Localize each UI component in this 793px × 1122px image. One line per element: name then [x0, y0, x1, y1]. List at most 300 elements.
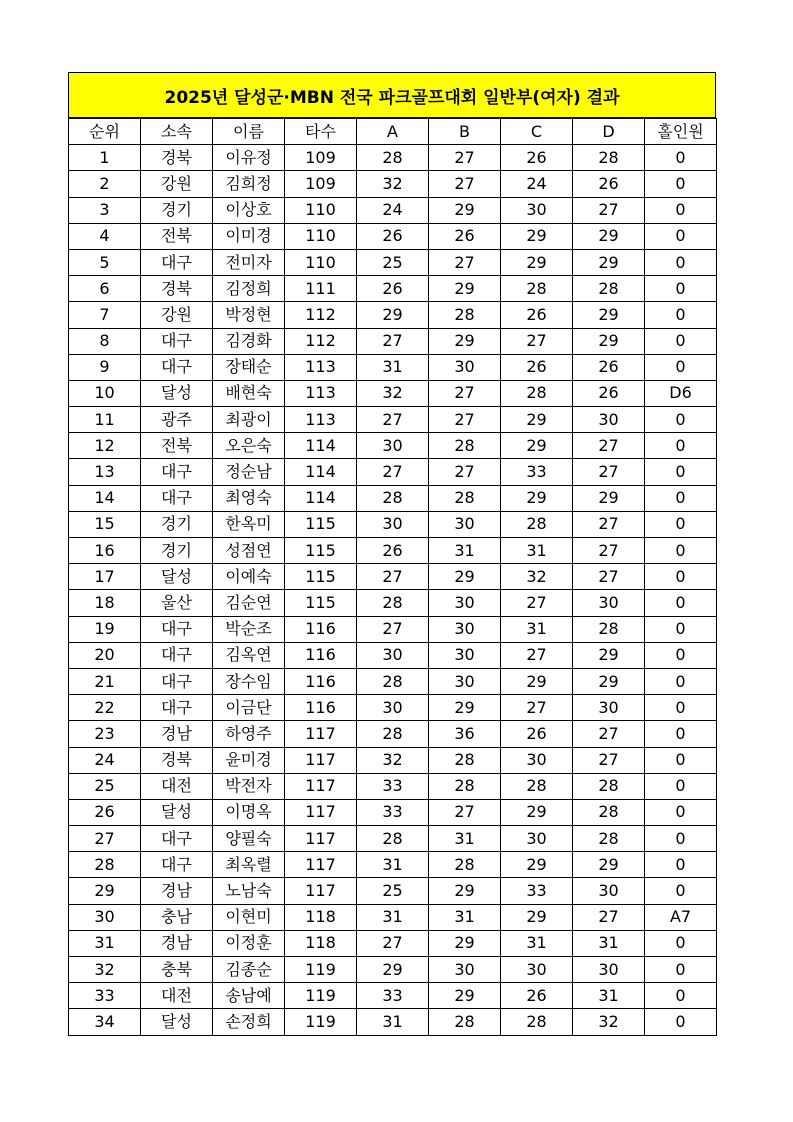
cell-affiliation: 경북: [141, 145, 213, 171]
cell-course-a: 30: [357, 433, 429, 459]
cell-course-a: 30: [357, 511, 429, 537]
cell-strokes: 112: [285, 328, 357, 354]
cell-rank: 2: [69, 171, 141, 197]
cell-course-c: 30: [501, 197, 573, 223]
cell-hole-in-one: 0: [645, 328, 717, 354]
sheet-title: 2025년 달성군·MBN 전국 파크골프대회 일반부(여자) 결과: [68, 72, 716, 118]
cell-strokes: 113: [285, 407, 357, 433]
cell-name: 하영주: [213, 721, 285, 747]
cell-hole-in-one: 0: [645, 223, 717, 249]
cell-rank: 7: [69, 302, 141, 328]
table-row: [69, 695, 717, 721]
cell-course-a: 26: [357, 276, 429, 302]
cell-course-b: 27: [429, 459, 501, 485]
cell-course-b: 30: [429, 642, 501, 668]
cell-course-b: 27: [429, 799, 501, 825]
cell-rank: 13: [69, 459, 141, 485]
table-row: [69, 852, 717, 878]
cell-course-a: 31: [357, 904, 429, 930]
cell-course-a: 28: [357, 721, 429, 747]
cell-strokes: 109: [285, 171, 357, 197]
cell-strokes: 118: [285, 930, 357, 956]
table-row: [69, 380, 717, 406]
cell-hole-in-one: 0: [645, 878, 717, 904]
cell-course-c: 28: [501, 511, 573, 537]
cell-hole-in-one: 0: [645, 616, 717, 642]
cell-strokes: 118: [285, 904, 357, 930]
cell-name: 장태순: [213, 354, 285, 380]
cell-course-b: 30: [429, 668, 501, 694]
cell-hole-in-one: 0: [645, 590, 717, 616]
cell-course-b: 27: [429, 171, 501, 197]
cell-affiliation: 강원: [141, 171, 213, 197]
cell-rank: 1: [69, 145, 141, 171]
cell-course-a: 27: [357, 459, 429, 485]
table-row: [69, 171, 717, 197]
cell-course-b: 29: [429, 878, 501, 904]
cell-strokes: 115: [285, 590, 357, 616]
cell-course-c: 30: [501, 957, 573, 983]
cell-course-b: 31: [429, 826, 501, 852]
cell-course-d: 28: [573, 276, 645, 302]
cell-rank: 14: [69, 485, 141, 511]
table-row: [69, 904, 717, 930]
cell-name: 배현숙: [213, 380, 285, 406]
cell-course-d: 26: [573, 354, 645, 380]
cell-course-d: 29: [573, 249, 645, 275]
cell-name: 김희정: [213, 171, 285, 197]
cell-affiliation: 대구: [141, 668, 213, 694]
cell-affiliation: 경기: [141, 197, 213, 223]
cell-affiliation: 대전: [141, 773, 213, 799]
cell-hole-in-one: 0: [645, 1009, 717, 1035]
table-row: [69, 747, 717, 773]
cell-course-b: 28: [429, 747, 501, 773]
cell-hole-in-one: 0: [645, 249, 717, 275]
cell-strokes: 117: [285, 826, 357, 852]
cell-course-c: 30: [501, 826, 573, 852]
cell-name: 이금단: [213, 695, 285, 721]
cell-hole-in-one: 0: [645, 459, 717, 485]
table-row: [69, 249, 717, 275]
cell-course-c: 26: [501, 145, 573, 171]
cell-course-c: 26: [501, 354, 573, 380]
cell-course-c: 29: [501, 433, 573, 459]
cell-course-a: 33: [357, 983, 429, 1009]
cell-course-c: 33: [501, 459, 573, 485]
cell-course-a: 25: [357, 249, 429, 275]
table-row: [69, 145, 717, 171]
cell-course-d: 27: [573, 511, 645, 537]
cell-course-b: 29: [429, 983, 501, 1009]
cell-affiliation: 달성: [141, 1009, 213, 1035]
cell-course-d: 29: [573, 485, 645, 511]
cell-course-a: 27: [357, 616, 429, 642]
cell-strokes: 117: [285, 878, 357, 904]
cell-course-d: 29: [573, 302, 645, 328]
cell-strokes: 114: [285, 459, 357, 485]
cell-course-d: 29: [573, 668, 645, 694]
column-header-course-d: D: [573, 119, 645, 145]
cell-course-c: 27: [501, 695, 573, 721]
cell-strokes: 117: [285, 721, 357, 747]
cell-course-d: 27: [573, 538, 645, 564]
cell-name: 송남예: [213, 983, 285, 1009]
cell-affiliation: 대구: [141, 328, 213, 354]
cell-strokes: 116: [285, 695, 357, 721]
column-header-course-c: C: [501, 119, 573, 145]
cell-rank: 27: [69, 826, 141, 852]
cell-course-d: 26: [573, 380, 645, 406]
cell-affiliation: 경북: [141, 276, 213, 302]
table-row: [69, 642, 717, 668]
cell-rank: 11: [69, 407, 141, 433]
cell-course-a: 28: [357, 826, 429, 852]
cell-course-a: 28: [357, 485, 429, 511]
cell-rank: 4: [69, 223, 141, 249]
cell-rank: 28: [69, 852, 141, 878]
cell-course-d: 28: [573, 145, 645, 171]
cell-course-a: 30: [357, 642, 429, 668]
cell-affiliation: 경기: [141, 538, 213, 564]
table-row: [69, 668, 717, 694]
cell-course-d: 26: [573, 171, 645, 197]
cell-course-d: 30: [573, 878, 645, 904]
cell-course-a: 32: [357, 171, 429, 197]
cell-rank: 17: [69, 564, 141, 590]
cell-course-c: 29: [501, 485, 573, 511]
table-row: [69, 878, 717, 904]
cell-course-b: 36: [429, 721, 501, 747]
table-row: [69, 407, 717, 433]
cell-rank: 15: [69, 511, 141, 537]
cell-name: 이상호: [213, 197, 285, 223]
cell-name: 정순남: [213, 459, 285, 485]
cell-name: 김경화: [213, 328, 285, 354]
cell-hole-in-one: 0: [645, 538, 717, 564]
cell-hole-in-one: 0: [645, 433, 717, 459]
cell-course-b: 28: [429, 1009, 501, 1035]
cell-course-b: 26: [429, 223, 501, 249]
cell-course-a: 33: [357, 799, 429, 825]
cell-strokes: 110: [285, 197, 357, 223]
cell-hole-in-one: 0: [645, 773, 717, 799]
cell-name: 이현미: [213, 904, 285, 930]
cell-course-d: 30: [573, 957, 645, 983]
cell-name: 이명옥: [213, 799, 285, 825]
cell-course-a: 26: [357, 538, 429, 564]
cell-hole-in-one: 0: [645, 695, 717, 721]
cell-course-b: 31: [429, 538, 501, 564]
cell-course-d: 27: [573, 433, 645, 459]
cell-course-b: 29: [429, 695, 501, 721]
table-row: [69, 721, 717, 747]
cell-rank: 32: [69, 957, 141, 983]
cell-hole-in-one: 0: [645, 485, 717, 511]
cell-hole-in-one: D6: [645, 380, 717, 406]
table-row: [69, 328, 717, 354]
cell-course-a: 28: [357, 668, 429, 694]
cell-course-c: 29: [501, 799, 573, 825]
cell-course-c: 29: [501, 223, 573, 249]
cell-hole-in-one: 0: [645, 930, 717, 956]
cell-strokes: 114: [285, 433, 357, 459]
cell-course-d: 27: [573, 747, 645, 773]
results-table: [68, 118, 717, 1036]
cell-rank: 22: [69, 695, 141, 721]
cell-affiliation: 대구: [141, 642, 213, 668]
cell-hole-in-one: 0: [645, 407, 717, 433]
cell-course-d: 27: [573, 904, 645, 930]
table-row: [69, 773, 717, 799]
cell-hole-in-one: 0: [645, 747, 717, 773]
cell-affiliation: 대구: [141, 695, 213, 721]
cell-course-c: 32: [501, 564, 573, 590]
cell-course-c: 28: [501, 773, 573, 799]
table-row: [69, 930, 717, 956]
table-row: [69, 799, 717, 825]
cell-course-d: 28: [573, 616, 645, 642]
cell-course-b: 29: [429, 930, 501, 956]
cell-name: 한옥미: [213, 511, 285, 537]
cell-strokes: 119: [285, 1009, 357, 1035]
cell-course-d: 30: [573, 407, 645, 433]
cell-course-a: 28: [357, 590, 429, 616]
cell-course-a: 26: [357, 223, 429, 249]
cell-affiliation: 경남: [141, 930, 213, 956]
cell-course-d: 29: [573, 852, 645, 878]
cell-hole-in-one: 0: [645, 276, 717, 302]
cell-course-a: 31: [357, 852, 429, 878]
cell-course-a: 32: [357, 747, 429, 773]
cell-strokes: 110: [285, 249, 357, 275]
cell-rank: 24: [69, 747, 141, 773]
cell-course-b: 28: [429, 485, 501, 511]
cell-affiliation: 대구: [141, 459, 213, 485]
cell-course-c: 26: [501, 302, 573, 328]
cell-course-b: 29: [429, 564, 501, 590]
cell-course-d: 29: [573, 328, 645, 354]
cell-course-a: 30: [357, 695, 429, 721]
cell-rank: 30: [69, 904, 141, 930]
cell-course-c: 28: [501, 276, 573, 302]
cell-hole-in-one: 0: [645, 564, 717, 590]
cell-affiliation: 대구: [141, 826, 213, 852]
cell-name: 윤미경: [213, 747, 285, 773]
cell-course-b: 27: [429, 380, 501, 406]
cell-name: 김종순: [213, 957, 285, 983]
cell-affiliation: 달성: [141, 564, 213, 590]
cell-course-b: 29: [429, 276, 501, 302]
cell-course-d: 28: [573, 799, 645, 825]
cell-course-b: 31: [429, 904, 501, 930]
cell-name: 양필숙: [213, 826, 285, 852]
cell-course-c: 26: [501, 721, 573, 747]
cell-course-d: 27: [573, 197, 645, 223]
table-row: [69, 538, 717, 564]
cell-rank: 5: [69, 249, 141, 275]
cell-course-c: 33: [501, 878, 573, 904]
column-header-affiliation: 소속: [141, 119, 213, 145]
cell-strokes: 116: [285, 616, 357, 642]
cell-course-a: 29: [357, 957, 429, 983]
cell-strokes: 117: [285, 773, 357, 799]
table-row: [69, 826, 717, 852]
column-header-course-a: A: [357, 119, 429, 145]
cell-course-c: 29: [501, 852, 573, 878]
cell-rank: 9: [69, 354, 141, 380]
cell-strokes: 116: [285, 668, 357, 694]
cell-course-d: 30: [573, 590, 645, 616]
cell-strokes: 116: [285, 642, 357, 668]
table-row: [69, 983, 717, 1009]
cell-course-a: 27: [357, 564, 429, 590]
cell-name: 박전자: [213, 773, 285, 799]
cell-course-b: 28: [429, 852, 501, 878]
cell-affiliation: 경남: [141, 721, 213, 747]
cell-rank: 3: [69, 197, 141, 223]
cell-course-d: 31: [573, 930, 645, 956]
cell-affiliation: 울산: [141, 590, 213, 616]
cell-strokes: 115: [285, 511, 357, 537]
cell-course-c: 31: [501, 616, 573, 642]
cell-name: 전미자: [213, 249, 285, 275]
cell-course-a: 29: [357, 302, 429, 328]
cell-course-d: 29: [573, 223, 645, 249]
column-header-name: 이름: [213, 119, 285, 145]
cell-rank: 25: [69, 773, 141, 799]
cell-course-d: 29: [573, 642, 645, 668]
table-row: [69, 1009, 717, 1035]
cell-affiliation: 대전: [141, 983, 213, 1009]
cell-strokes: 111: [285, 276, 357, 302]
cell-course-c: 31: [501, 538, 573, 564]
cell-rank: 19: [69, 616, 141, 642]
column-header-course-b: B: [429, 119, 501, 145]
cell-course-b: 29: [429, 197, 501, 223]
results-sheet: [68, 72, 716, 1036]
header-row: [69, 119, 717, 145]
cell-rank: 31: [69, 930, 141, 956]
cell-course-b: 29: [429, 328, 501, 354]
cell-name: 손정희: [213, 1009, 285, 1035]
cell-affiliation: 충남: [141, 904, 213, 930]
cell-course-c: 28: [501, 380, 573, 406]
cell-hole-in-one: 0: [645, 197, 717, 223]
cell-course-d: 28: [573, 826, 645, 852]
cell-course-d: 27: [573, 459, 645, 485]
cell-hole-in-one: 0: [645, 799, 717, 825]
cell-strokes: 115: [285, 564, 357, 590]
cell-course-b: 30: [429, 616, 501, 642]
cell-course-b: 27: [429, 249, 501, 275]
table-row: [69, 302, 717, 328]
cell-course-a: 31: [357, 354, 429, 380]
cell-course-c: 26: [501, 983, 573, 1009]
cell-name: 이유정: [213, 145, 285, 171]
cell-hole-in-one: 0: [645, 852, 717, 878]
cell-hole-in-one: 0: [645, 957, 717, 983]
cell-name: 최영숙: [213, 485, 285, 511]
cell-course-a: 31: [357, 1009, 429, 1035]
cell-rank: 16: [69, 538, 141, 564]
cell-course-d: 30: [573, 695, 645, 721]
cell-strokes: 114: [285, 485, 357, 511]
cell-course-b: 30: [429, 590, 501, 616]
table-header: [69, 119, 717, 145]
cell-rank: 33: [69, 983, 141, 1009]
cell-strokes: 113: [285, 354, 357, 380]
table-row: [69, 433, 717, 459]
cell-hole-in-one: 0: [645, 145, 717, 171]
cell-name: 장수임: [213, 668, 285, 694]
cell-course-a: 32: [357, 380, 429, 406]
cell-name: 박순조: [213, 616, 285, 642]
table-row: [69, 564, 717, 590]
table-row: [69, 957, 717, 983]
cell-affiliation: 달성: [141, 799, 213, 825]
cell-course-c: 27: [501, 328, 573, 354]
column-header-hole-in-one: 홀인원: [645, 119, 717, 145]
cell-affiliation: 대구: [141, 249, 213, 275]
table-body: [69, 145, 717, 1035]
cell-affiliation: 광주: [141, 407, 213, 433]
table-row: [69, 223, 717, 249]
cell-name: 박정현: [213, 302, 285, 328]
cell-name: 이정훈: [213, 930, 285, 956]
cell-name: 노남숙: [213, 878, 285, 904]
cell-rank: 26: [69, 799, 141, 825]
cell-course-b: 30: [429, 511, 501, 537]
cell-rank: 18: [69, 590, 141, 616]
cell-name: 오은숙: [213, 433, 285, 459]
cell-strokes: 110: [285, 223, 357, 249]
cell-course-c: 29: [501, 904, 573, 930]
cell-rank: 21: [69, 668, 141, 694]
cell-course-c: 29: [501, 407, 573, 433]
cell-rank: 23: [69, 721, 141, 747]
cell-affiliation: 경남: [141, 878, 213, 904]
cell-hole-in-one: 0: [645, 721, 717, 747]
cell-name: 김옥연: [213, 642, 285, 668]
cell-course-d: 32: [573, 1009, 645, 1035]
cell-course-b: 30: [429, 354, 501, 380]
cell-hole-in-one: 0: [645, 826, 717, 852]
cell-course-a: 25: [357, 878, 429, 904]
cell-course-c: 28: [501, 1009, 573, 1035]
cell-affiliation: 경북: [141, 747, 213, 773]
cell-course-d: 31: [573, 983, 645, 1009]
table-row: [69, 485, 717, 511]
cell-rank: 6: [69, 276, 141, 302]
cell-course-d: 27: [573, 564, 645, 590]
cell-course-c: 31: [501, 930, 573, 956]
table-row: [69, 590, 717, 616]
cell-strokes: 119: [285, 957, 357, 983]
cell-affiliation: 전북: [141, 223, 213, 249]
cell-course-b: 27: [429, 145, 501, 171]
cell-hole-in-one: 0: [645, 983, 717, 1009]
cell-course-c: 29: [501, 249, 573, 275]
cell-course-b: 28: [429, 302, 501, 328]
cell-strokes: 117: [285, 852, 357, 878]
cell-affiliation: 충북: [141, 957, 213, 983]
cell-course-b: 27: [429, 407, 501, 433]
table-row: [69, 197, 717, 223]
cell-strokes: 113: [285, 380, 357, 406]
cell-name: 최옥렬: [213, 852, 285, 878]
cell-affiliation: 강원: [141, 302, 213, 328]
